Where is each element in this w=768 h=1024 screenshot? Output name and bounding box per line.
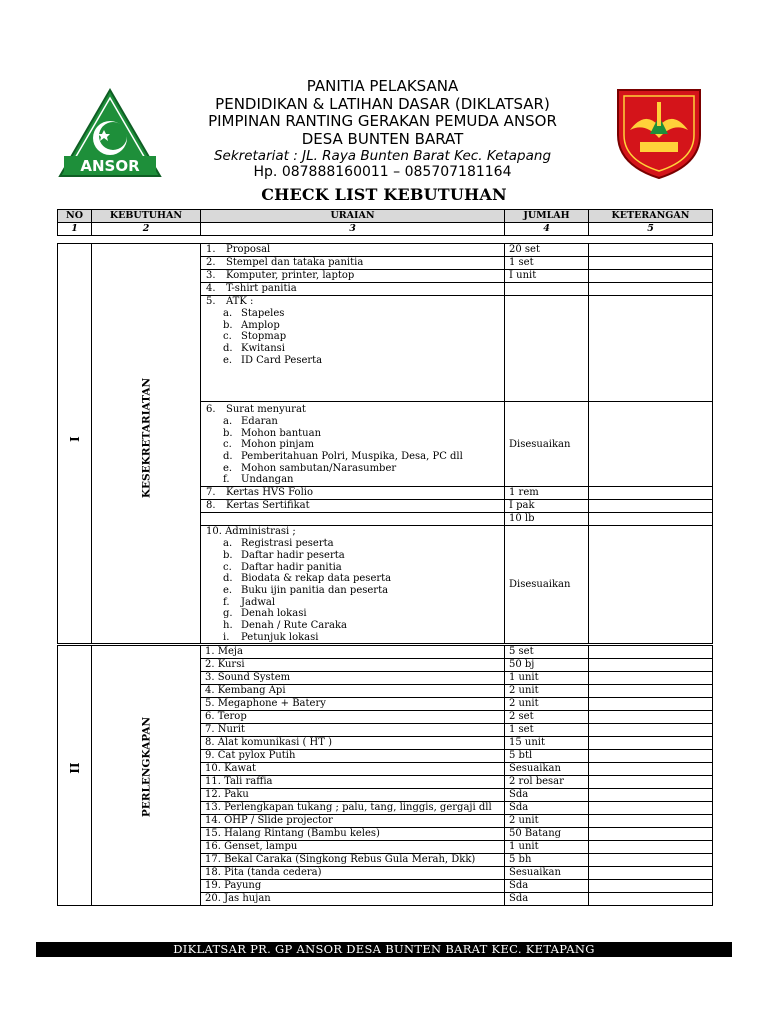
list-item: 16. Genset, lampu: [201, 841, 505, 854]
keterangan-cell: [589, 737, 713, 750]
jumlah-cell: 2 unit: [505, 685, 589, 698]
jumlah-cell: 5 bh: [505, 854, 589, 867]
col-keterangan-header: KETERANGAN: [589, 210, 713, 223]
list-item: 1. Meja: [201, 646, 505, 659]
keterangan-cell: [589, 672, 713, 685]
col-uraian-header: URAIAN: [201, 210, 505, 223]
letterhead: [170, 78, 595, 180]
jumlah-cell: Disesuaikan: [505, 526, 589, 644]
jumlah-cell: Sda: [505, 880, 589, 893]
secretariat-address: Sekretariat : JL. Raya Bunten Barat Kec. Ketapang: [213, 148, 552, 164]
program-title: PENDIDIKAN & LATIHAN DASAR (DIKLATSAR): [215, 94, 550, 113]
jumlah-cell: 50 bj: [505, 659, 589, 672]
jumlah-cell: 15 unit: [505, 737, 589, 750]
keterangan-cell: [589, 487, 713, 500]
list-item: 8. Kertas Sertifikat: [201, 500, 505, 513]
keterangan-cell: [589, 789, 713, 802]
jumlah-cell: Sda: [505, 802, 589, 815]
list-item-surat: 6. Surat menyurat a. Edaran b. Mohon bantuan c. Mohon pinjam d. Pemberitahuan Polri, Muspika, Desa, PC dll e. Mohon sambutan/Narasumber f. Undangan: [201, 402, 505, 487]
jumlah-cell: Sesuaikan: [505, 867, 589, 880]
list-item: 15. Halang Rintang (Bambu keles): [201, 828, 505, 841]
keterangan-cell: [589, 500, 713, 513]
page-footer: DIKLATSAR PR. GP ANSOR DESA BUNTEN BARAT KEC. KETAPANG: [36, 942, 732, 957]
list-item: 9. Cat pylox Putih: [201, 750, 505, 763]
keterangan-cell: [589, 513, 713, 526]
keterangan-cell: [589, 828, 713, 841]
keterangan-cell: [589, 257, 713, 270]
keterangan-cell: [589, 711, 713, 724]
jumlah-cell: 2 rol besar: [505, 776, 589, 789]
phone-numbers: Hp. 087888160011 – 085707181164: [253, 164, 512, 180]
jumlah-cell: I unit: [505, 270, 589, 283]
list-item: 3. Sound System: [201, 672, 505, 685]
list-item: 20. Jas hujan: [201, 893, 505, 906]
keterangan-cell: [589, 763, 713, 776]
keterangan-cell: [589, 724, 713, 737]
jumlah-cell: 10 lb: [505, 513, 589, 526]
keterangan-cell: [589, 402, 713, 487]
list-item: 12. Paku: [201, 789, 505, 802]
list-item-empty: [201, 513, 505, 526]
jumlah-cell: 20 set: [505, 244, 589, 257]
keterangan-cell: [589, 685, 713, 698]
keterangan-cell: [589, 841, 713, 854]
ansor-logo-text: ANSOR: [80, 157, 140, 175]
keterangan-cell: [589, 880, 713, 893]
col-uraian-number: 3: [201, 223, 505, 236]
jumlah-cell: Sesuaikan: [505, 763, 589, 776]
list-item: 18. Pita (tanda cedera): [201, 867, 505, 880]
jumlah-cell: [505, 283, 589, 296]
ansor-logo-icon: [58, 88, 162, 178]
keterangan-cell: [589, 867, 713, 880]
keterangan-cell: [589, 283, 713, 296]
jumlah-cell: Disesuaikan: [505, 402, 589, 487]
keterangan-cell: [589, 698, 713, 711]
jumlah-cell: Sda: [505, 893, 589, 906]
list-item: 8. Alat komunikasi ( HT ): [201, 737, 505, 750]
organization-title: PIMPINAN RANTING GERAKAN PEMUDA ANSOR: [208, 112, 557, 130]
list-item: 13. Perlengkapan tukang ; palu, tang, linggis, gergaji dll: [201, 802, 505, 815]
list-item: 6. Terop: [201, 711, 505, 724]
keterangan-cell: [589, 296, 713, 402]
keterangan-cell: [589, 526, 713, 644]
jumlah-cell: 5 set: [505, 646, 589, 659]
section-1-kebutuhan: KESEKRETARIATAN: [92, 244, 201, 644]
banser-logo-icon: [610, 80, 708, 180]
keterangan-cell: [589, 750, 713, 763]
list-item-administrasi: 10. Administrasi ; a. Registrasi peserta b. Daftar hadir peserta c. Daftar hadir panitia d. Biodata & rekap data peserta e. Buku ijin panitia dan peserta f. Jadwal g. Denah lokasi h. Denah / Rute Caraka i. Petunjuk lokasi: [201, 526, 505, 644]
jumlah-cell: 1 unit: [505, 672, 589, 685]
list-item: 1. Proposal: [201, 244, 505, 257]
keterangan-cell: [589, 244, 713, 257]
list-item: 10. Kawat: [201, 763, 505, 776]
list-item: 11. Tali raffia: [201, 776, 505, 789]
jumlah-cell: 2 unit: [505, 815, 589, 828]
section-2-kebutuhan: PERLENGKAPAN: [92, 646, 201, 906]
jumlah-cell: 50 Batang: [505, 828, 589, 841]
section-2-no: II: [58, 646, 92, 906]
jumlah-cell: 2 set: [505, 711, 589, 724]
section-1-table: [57, 243, 713, 644]
section-1-no: I: [58, 244, 92, 644]
list-item: 2. Kursi: [201, 659, 505, 672]
list-item: 2. Stempel dan tataka panitia: [201, 257, 505, 270]
keterangan-cell: [589, 802, 713, 815]
list-item: 17. Bekal Caraka (Singkong Rebus Gula Merah, Dkk): [201, 854, 505, 867]
keterangan-cell: [589, 776, 713, 789]
jumlah-cell: 1 unit: [505, 841, 589, 854]
jumlah-cell: Sda: [505, 789, 589, 802]
list-item: 3. Komputer, printer, laptop: [201, 270, 505, 283]
list-item-atk: 5. ATK : a. Stapeles b. Amplop c. Stopmap d. Kwitansi e. ID Card Peserta: [201, 296, 505, 402]
col-no-header: NO: [58, 210, 92, 223]
jumlah-cell: 1 rem: [505, 487, 589, 500]
section-2-table: [57, 645, 713, 906]
col-no-number: 1: [58, 223, 92, 236]
col-keterangan-number: 5: [589, 223, 713, 236]
list-item: 7. Nurit: [201, 724, 505, 737]
list-item: 4. Kembang Api: [201, 685, 505, 698]
keterangan-cell: [589, 854, 713, 867]
keterangan-cell: [589, 270, 713, 283]
committee-title: PANITIA PELAKSANA: [306, 77, 459, 95]
keterangan-cell: [589, 659, 713, 672]
col-jumlah-number: 4: [505, 223, 589, 236]
list-item: 4. T-shirt panitia: [201, 283, 505, 296]
keterangan-cell: [589, 893, 713, 906]
keterangan-cell: [589, 646, 713, 659]
keterangan-cell: [589, 815, 713, 828]
list-item: 14. OHP / Slide projector: [201, 815, 505, 828]
col-kebutuhan-number: 2: [92, 223, 201, 236]
list-item: 7. Kertas HVS Folio: [201, 487, 505, 500]
jumlah-cell: 1 set: [505, 724, 589, 737]
table-header: [57, 209, 713, 236]
col-kebutuhan-header: KEBUTUHAN: [92, 210, 201, 223]
jumlah-cell: [505, 296, 589, 402]
jumlah-cell: 2 unit: [505, 698, 589, 711]
jumlah-cell: I pak: [505, 500, 589, 513]
list-item: 19. Payung: [201, 880, 505, 893]
col-jumlah-header: JUMLAH: [505, 210, 589, 223]
list-item: 5. Megaphone + Batery: [201, 698, 505, 711]
jumlah-cell: 5 btl: [505, 750, 589, 763]
page-title: CHECK LIST KEBUTUHAN: [261, 185, 507, 204]
village-title: DESA BUNTEN BARAT: [301, 129, 464, 148]
jumlah-cell: 1 set: [505, 257, 589, 270]
